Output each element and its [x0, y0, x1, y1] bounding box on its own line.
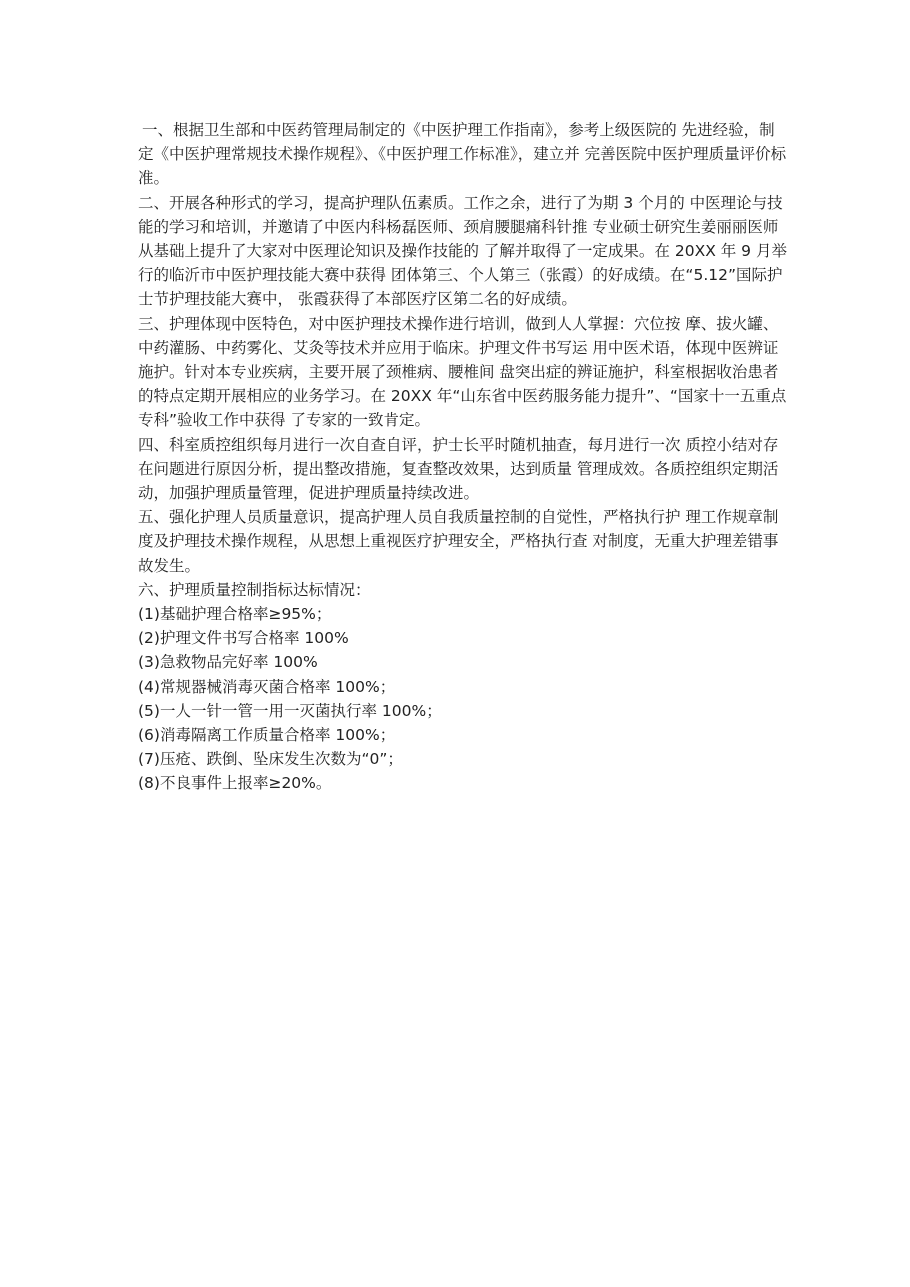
indicator-item-2: (2)护理文件书写合格率 100%: [138, 629, 349, 648]
indicator-item-7: (7)压疮、跌倒、坠床发生次数为“0”；: [138, 750, 403, 769]
indicator-list: [138, 602, 788, 796]
paragraph-3: 三、护理体现中医特色，对中医护理技术操作进行培训，做到人人掌握：穴位按 摩、拔火罐、中药灌肠、中药雾化、艾灸等技术并应用于临床。护理文件书写运 用中医术语，体现中医辨证施护。针对本专业疾病，主要开展了颈椎病、腰椎间 盘突出症的辨证施护，科室根据收治患者的特点定期开展相应的业务学习。在 20XX 年“山东省中医药服务能力提升”、“国家十一五重点专科”验收工作中获得 了专家的一致肯定。: [138, 314, 787, 430]
indicator-item-3: (3)急救物品完好率 100%: [138, 653, 318, 672]
paragraph-2: 二、开展各种形式的学习，提高护理队伍素质。工作之余，进行了为期 3 个月的 中医理论与技能的学习和培训，并邀请了中医内科杨磊医师、颈肩腰腿痛科针推 专业硕士研究生姜丽丽医师从基础上提升了大家对中医理论知识及操作技能的 了解并取得了一定成果。在 20XX 年 9 月举行的临沂市中医护理技能大赛中获得 团体第三、个人第三（张霞）的好成绩。在“5.12”国际护士节护理技能大赛中， 张霞获得了本部医疗区第二名的好成绩。: [138, 193, 787, 309]
paragraph-5: 五、强化护理人员质量意识，提高护理人员自我质量控制的自觉性，严格执行护 理工作规章制度及护理技术操作规程，从思想上重视医疗护理安全，严格执行查 对制度，无重大护理差错事故发生。: [138, 508, 779, 575]
indicator-item-6: (6)消毒隔离工作质量合格率 100%；: [138, 726, 396, 745]
paragraph-4: 四、科室质控组织每月进行一次自查自评，护士长平时随机抽查，每月进行一次 质控小结对存在问题进行原因分析，提出整改措施，复查整改效果，达到质量 管理成效。各质控组织定期活动，加强护理质量管理，促进护理质量持续改进。: [138, 435, 779, 503]
paragraph-1: 一、根据卫生部和中医药管理局制定的《中医护理工作指南》，参考上级医院的 先进经验，制定《中医护理常规技术操作规程》、《中医护理工作标准》，建立并 完善医院中医护理质量评价标准。: [138, 121, 787, 188]
section-6-heading: 六、护理质量控制指标达标情况：: [138, 580, 371, 599]
indicator-item-1: (1)基础护理合格率≥95%；: [138, 605, 332, 624]
document-body: [138, 118, 788, 796]
indicator-item-4: (4)常规器械消毒灭菌合格率 100%；: [138, 677, 396, 696]
indicator-item-5: (5)一人一针一管一用一灭菌执行率 100%；: [138, 701, 442, 720]
indicator-item-8: (8)不良事件上报率≥20%。: [138, 774, 332, 793]
